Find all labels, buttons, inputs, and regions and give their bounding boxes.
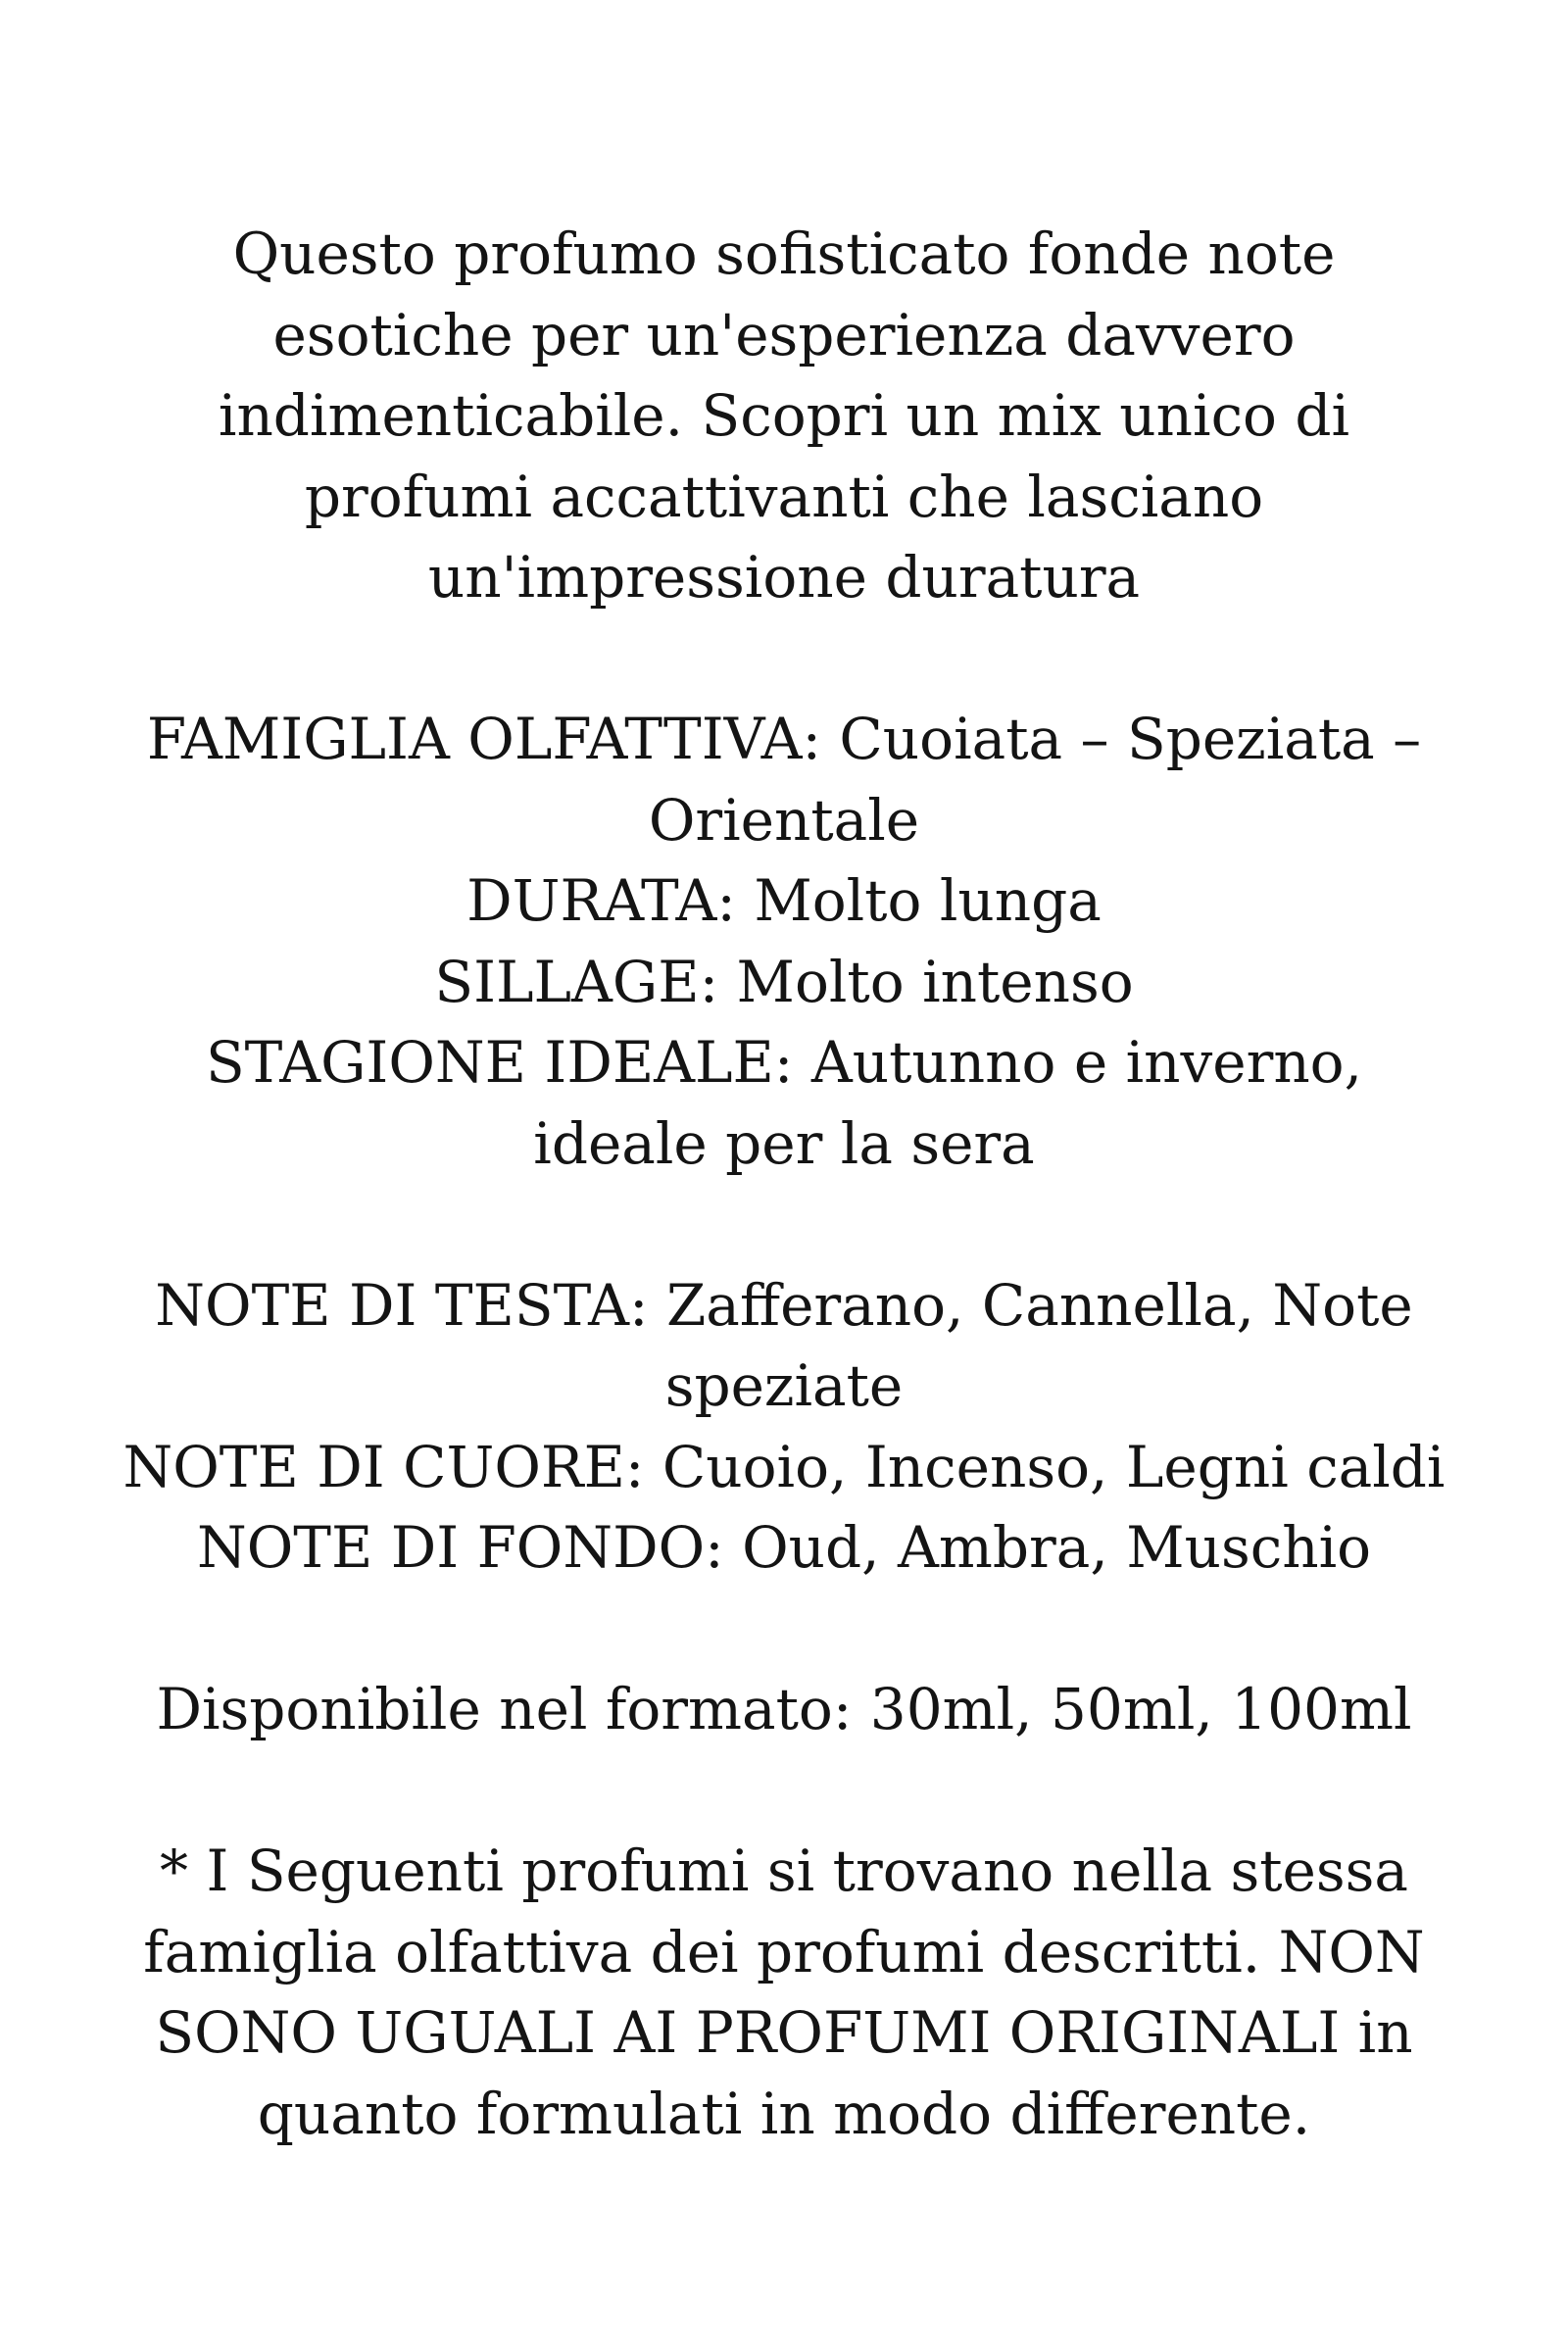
intro-line: un'impressione duratura (427, 544, 1141, 611)
sillage-line: SILLAGE: Molto intenso (434, 948, 1134, 1015)
disclaimer-line: * I Seguenti profumi si trovano nella stessa (160, 1838, 1408, 1904)
characteristics-paragraph (108, 699, 1460, 1184)
intro-line: profumi accattivanti che lasciano (304, 463, 1264, 530)
notes-paragraph (108, 1265, 1460, 1589)
disclaimer-paragraph (108, 1831, 1460, 2154)
formats-paragraph (108, 1669, 1460, 1750)
top-notes-line: NOTE DI TESTA: Zafferano, Cannella, Note (155, 1271, 1413, 1339)
top-notes-line-cont: speziate (664, 1352, 904, 1419)
disclaimer-line: quanto formulati in modo differente. (257, 2080, 1311, 2147)
intro-line: indimenticabile. Scopri un mix unico di (218, 382, 1350, 449)
olfactory-family-line-cont: Orientale (648, 786, 920, 854)
season-line-cont: ideale per la sera (533, 1109, 1035, 1177)
intro-line: esotiche per un'esperienza davvero (272, 301, 1296, 368)
disclaimer-line: SONO UGUALI AI PROFUMI ORIGINALI in (155, 1999, 1413, 2066)
intro-line: Questo profumo sofisticato fonde note (232, 220, 1336, 287)
duration-line: DURATA: Molto lunga (466, 867, 1102, 934)
heart-notes-line: NOTE DI CUORE: Cuoio, Incenso, Legni caldi (122, 1433, 1446, 1500)
season-line: STAGIONE IDEALE: Autunno e inverno, (205, 1029, 1363, 1096)
formats-line: Disponibile nel formato: 30ml, 50ml, 100ml (156, 1676, 1412, 1742)
disclaimer-line: famiglia olfattiva dei profumi descritti. NON (143, 1918, 1425, 1985)
base-notes-line: NOTE DI FONDO: Oud, Ambra, Muschio (196, 1514, 1372, 1581)
olfactory-family-line: FAMIGLIA OLFATTIVA: Cuoiata – Speziata – (146, 706, 1422, 772)
intro-paragraph (108, 214, 1460, 618)
